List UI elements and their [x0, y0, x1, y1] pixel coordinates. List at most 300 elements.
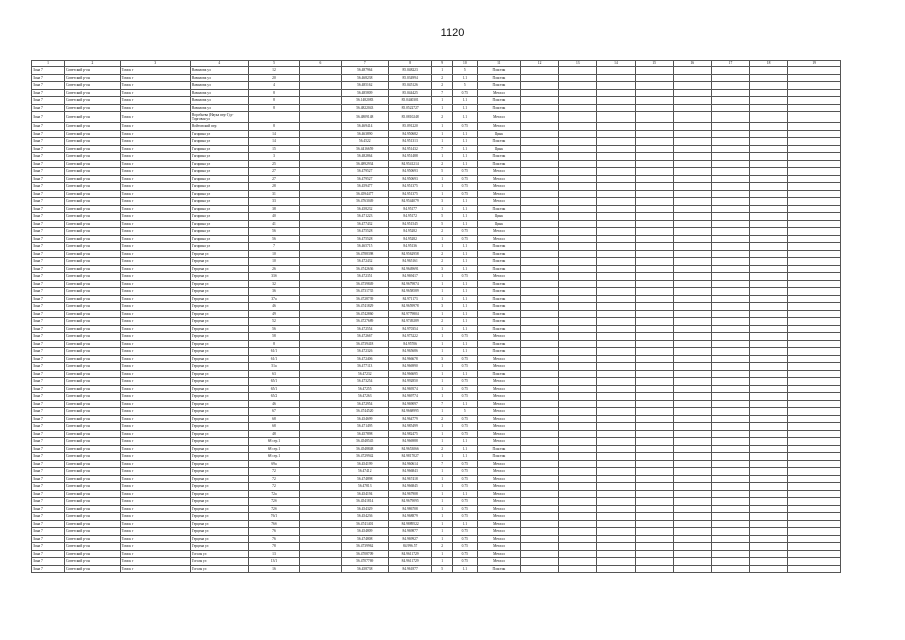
table-cell: Пластик — [477, 445, 520, 453]
table-cell — [788, 453, 841, 461]
table-cell: Советский р-он — [65, 243, 121, 251]
table-cell: 85.0522727 — [388, 104, 431, 112]
table-cell: Томск г — [120, 145, 190, 153]
table-cell — [521, 475, 559, 483]
table-cell: 56 — [248, 325, 300, 333]
table-cell: Вавилова ул — [190, 67, 248, 75]
table-cell — [300, 74, 341, 82]
table-cell: 84.9611729 — [388, 558, 431, 566]
table-cell — [559, 258, 597, 266]
table-cell: Томск г — [120, 265, 190, 273]
table-cell — [300, 430, 341, 438]
table-cell — [711, 445, 749, 453]
table-cell: Зона 7 — [32, 183, 65, 191]
table-cell — [673, 535, 711, 543]
table-cell: 56.472406 — [341, 355, 388, 363]
table-cell: 33б — [248, 273, 300, 281]
table-cell: 56.4522 — [341, 138, 388, 146]
table-cell: Томск г — [120, 153, 190, 161]
table-cell: 84.95136 — [388, 243, 431, 251]
table-cell — [750, 205, 788, 213]
table-cell: Цинк — [477, 213, 520, 221]
table-cell — [300, 445, 341, 453]
table-cell: 46 — [248, 303, 300, 311]
table-cell — [300, 235, 341, 243]
table-cell — [597, 565, 635, 573]
table-cell: Советский р-он — [65, 378, 121, 386]
table-cell: Советский р-он — [65, 318, 121, 326]
table-cell: Цинк — [477, 220, 520, 228]
table-cell: 84.951432 — [388, 145, 431, 153]
page-number: 1120 — [440, 27, 465, 39]
table-cell — [300, 175, 341, 183]
table-cell: 84.968879 — [388, 513, 431, 521]
table-cell — [597, 348, 635, 356]
table-cell: 56.474808 — [341, 535, 388, 543]
table-cell — [673, 220, 711, 228]
table-cell — [750, 288, 788, 296]
table-cell: Советский р-он — [65, 273, 121, 281]
table-cell — [788, 528, 841, 536]
table-cell: Томск г — [120, 543, 190, 551]
table-cell: Томск г — [120, 104, 190, 112]
table-cell — [673, 145, 711, 153]
table-cell — [597, 513, 635, 521]
table-cell: Пластик — [477, 370, 520, 378]
table-cell — [597, 535, 635, 543]
table-cell — [788, 295, 841, 303]
table-cell — [635, 520, 673, 528]
table-cell — [788, 190, 841, 198]
table-cell: 84.951313 — [388, 138, 431, 146]
table-cell: Пластик — [477, 160, 520, 168]
table-cell — [521, 67, 559, 75]
table-row — [32, 112, 841, 123]
table-cell — [788, 460, 841, 468]
table-cell: Металл — [477, 558, 520, 566]
table-cell — [673, 288, 711, 296]
table-cell: 56.465715 — [341, 243, 388, 251]
table-cell: 1 — [432, 138, 453, 146]
table-cell: Пластик — [477, 74, 520, 82]
table-cell: Зона 7 — [32, 483, 65, 491]
table-cell — [559, 333, 597, 341]
table-cell: 1.1 — [452, 310, 477, 318]
table-cell: 76б — [248, 520, 300, 528]
table-cell — [750, 74, 788, 82]
table-cell — [635, 123, 673, 131]
table-cell: Томск г — [120, 430, 190, 438]
table-cell — [750, 310, 788, 318]
table-cell: 72 — [248, 483, 300, 491]
table-cell: 84.9779804 — [388, 310, 431, 318]
table-cell — [673, 558, 711, 566]
table-cell — [300, 250, 341, 258]
table-cell: Герцена ул — [190, 438, 248, 446]
table-cell: Томск г — [120, 453, 190, 461]
table-cell — [750, 550, 788, 558]
table-cell: Зона 7 — [32, 550, 65, 558]
table-cell — [521, 325, 559, 333]
table-cell — [300, 220, 341, 228]
table-cell — [635, 498, 673, 506]
table-cell: 1 — [432, 393, 453, 401]
table-cell: 56.4548848 — [341, 445, 388, 453]
table-cell: 0.75 — [452, 123, 477, 131]
table-cell — [711, 220, 749, 228]
table-cell — [673, 250, 711, 258]
table-cell — [300, 97, 341, 105]
table-cell: Томск г — [120, 318, 190, 326]
table-cell — [711, 505, 749, 513]
header-cell: 12 — [521, 61, 559, 67]
table-cell — [597, 67, 635, 75]
table-cell: Пластик — [477, 565, 520, 573]
table-cell: 65/1 — [248, 385, 300, 393]
table-cell — [597, 303, 635, 311]
table-cell — [673, 325, 711, 333]
table-cell: Гагарина ул — [190, 228, 248, 236]
table-cell — [521, 205, 559, 213]
table-cell: 1.1 — [452, 348, 477, 356]
table-cell — [673, 295, 711, 303]
table-cell — [750, 498, 788, 506]
table-cell — [597, 445, 635, 453]
table-cell — [559, 393, 597, 401]
table-row — [32, 445, 841, 453]
table-cell: Томск г — [120, 112, 190, 123]
table-cell — [559, 97, 597, 105]
table-cell — [711, 74, 749, 82]
table-cell: Вавилова ул — [190, 104, 248, 112]
table-cell — [788, 74, 841, 82]
table-cell: 84.975222 — [388, 333, 431, 341]
table-row — [32, 82, 841, 90]
table-cell: Советский р-он — [65, 112, 121, 123]
table-cell — [711, 67, 749, 75]
table-cell: 0.75 — [452, 385, 477, 393]
table-cell: 20 — [248, 74, 300, 82]
table-cell: 84.967418 — [388, 475, 431, 483]
table-cell: 1.1 — [452, 340, 477, 348]
table-cell — [711, 355, 749, 363]
table-cell: 32 — [248, 280, 300, 288]
table-row — [32, 355, 841, 363]
table-row — [32, 220, 841, 228]
table-cell — [521, 400, 559, 408]
table-cell — [597, 153, 635, 161]
table-cell: Советский р-он — [65, 498, 121, 506]
table-cell — [559, 475, 597, 483]
table-cell — [521, 393, 559, 401]
table-cell: 56.4708709 — [341, 550, 388, 558]
table-cell — [300, 310, 341, 318]
table-cell — [711, 438, 749, 446]
table-cell — [750, 355, 788, 363]
table-cell — [711, 273, 749, 281]
table-cell: 2 — [432, 445, 453, 453]
table-cell: Зона 7 — [32, 498, 65, 506]
table-cell — [597, 295, 635, 303]
table-cell — [521, 370, 559, 378]
header-cell: 10 — [452, 61, 477, 67]
table-cell — [673, 228, 711, 236]
table-cell: Томск г — [120, 273, 190, 281]
table-cell — [711, 123, 749, 131]
table-cell: Томск г — [120, 378, 190, 386]
table-cell: Зона 7 — [32, 89, 65, 97]
table-cell — [788, 303, 841, 311]
table-cell — [788, 138, 841, 146]
table-cell — [521, 288, 559, 296]
table-cell — [788, 505, 841, 513]
table-cell: 1 — [432, 205, 453, 213]
table-row — [32, 104, 841, 112]
table-cell — [559, 153, 597, 161]
table-cell: 40 — [248, 213, 300, 221]
table-cell: 7 — [248, 243, 300, 251]
table-cell — [750, 213, 788, 221]
table-cell — [559, 123, 597, 131]
table-cell — [635, 130, 673, 138]
table-cell: 84.95172 — [388, 213, 431, 221]
table-cell — [300, 565, 341, 573]
table-cell: 84.9611729 — [388, 550, 431, 558]
table-cell: Томск г — [120, 175, 190, 183]
table-cell — [521, 97, 559, 105]
table-cell — [521, 558, 559, 566]
table-cell: Томск г — [120, 475, 190, 483]
table-cell: 56.469414 — [341, 123, 388, 131]
table-cell — [521, 303, 559, 311]
table-cell — [750, 445, 788, 453]
table-cell: Томск г — [120, 303, 190, 311]
table-cell: 46 — [248, 400, 300, 408]
table-cell: Герцена ул — [190, 303, 248, 311]
table-cell: Томск г — [120, 280, 190, 288]
table-cell: 56.454329 — [341, 505, 388, 513]
table-cell — [711, 104, 749, 112]
table-cell — [788, 483, 841, 491]
table-cell: Советский р-он — [65, 280, 121, 288]
table-cell: 56.477113 — [341, 363, 388, 371]
table-cell — [673, 370, 711, 378]
table-cell: Герцена ул — [190, 445, 248, 453]
table-cell: Томск г — [120, 393, 190, 401]
table-cell — [788, 513, 841, 521]
table-cell — [750, 528, 788, 536]
table-cell — [673, 310, 711, 318]
table-cell: Герцена ул — [190, 370, 248, 378]
table-cell — [788, 355, 841, 363]
table-row — [32, 370, 841, 378]
header-cell: 2 — [65, 61, 121, 67]
table-cell — [559, 228, 597, 236]
table-cell: Зона 7 — [32, 198, 65, 206]
table-cell: Герцена ул — [190, 333, 248, 341]
table-cell — [635, 445, 673, 453]
table-cell: Зона 7 — [32, 453, 65, 461]
table-cell — [635, 513, 673, 521]
table-cell — [750, 160, 788, 168]
table-cell: Томск г — [120, 333, 190, 341]
table-cell: Пластик — [477, 280, 520, 288]
table-cell: 84.964779 — [388, 415, 431, 423]
table-cell: 3 — [432, 355, 453, 363]
table-cell: Томск г — [120, 89, 190, 97]
table-cell: 56.454809 — [341, 528, 388, 536]
table-cell: Герцена ул — [190, 490, 248, 498]
table-cell: 56.479527 — [341, 168, 388, 176]
table-cell — [788, 145, 841, 153]
table-cell: 1.1 — [452, 258, 477, 266]
table-cell — [635, 325, 673, 333]
table-cell: Пластик — [477, 348, 520, 356]
table-cell: 0.75 — [452, 468, 477, 476]
table-cell — [635, 363, 673, 371]
table-row — [32, 550, 841, 558]
table-cell: Металл — [477, 430, 520, 438]
table-row — [32, 475, 841, 483]
table-cell — [300, 112, 341, 123]
table-row — [32, 280, 841, 288]
table-cell — [521, 228, 559, 236]
table-cell — [673, 318, 711, 326]
table-cell — [788, 378, 841, 386]
table-cell: Томск г — [120, 243, 190, 251]
table-cell — [673, 483, 711, 491]
table-cell: 0.75 — [452, 550, 477, 558]
table-cell: 56.4739418 — [341, 340, 388, 348]
table-cell: 1.1 — [452, 243, 477, 251]
table-cell: 84.961877 — [388, 565, 431, 573]
table-cell — [635, 543, 673, 551]
table-cell — [750, 430, 788, 438]
table-cell — [711, 213, 749, 221]
table-cell — [597, 400, 635, 408]
table-row — [32, 228, 841, 236]
table-cell: Зона 7 — [32, 475, 65, 483]
table-cell — [597, 475, 635, 483]
table-cell — [635, 408, 673, 416]
table-cell: 0.75 — [452, 168, 477, 176]
table-cell — [673, 475, 711, 483]
table-cell: 0.75 — [452, 475, 477, 483]
table-cell: 84.966695 — [388, 370, 431, 378]
table-cell — [711, 183, 749, 191]
table-row — [32, 490, 841, 498]
table-cell: Советский р-он — [65, 355, 121, 363]
table-cell: Гоголя ул — [190, 565, 248, 573]
table-cell: 1 — [432, 325, 453, 333]
table-cell — [750, 363, 788, 371]
table-cell — [597, 228, 635, 236]
table-row — [32, 558, 841, 566]
table-cell: Зона 7 — [32, 460, 65, 468]
table-row — [32, 288, 841, 296]
table-cell — [559, 565, 597, 573]
table-cell — [521, 513, 559, 521]
table-cell: Зона 7 — [32, 265, 65, 273]
table-cell — [788, 205, 841, 213]
table-cell — [750, 295, 788, 303]
table-cell: Советский р-он — [65, 550, 121, 558]
table-cell — [521, 160, 559, 168]
table-cell — [521, 460, 559, 468]
table-cell — [711, 265, 749, 273]
header-cell: 16 — [673, 61, 711, 67]
table-row — [32, 423, 841, 431]
table-cell: Зона 7 — [32, 445, 65, 453]
table-cell: 72 — [248, 475, 300, 483]
table-cell — [711, 430, 749, 438]
table-cell — [597, 123, 635, 131]
table-cell — [750, 543, 788, 551]
table-cell: 84.985499 — [388, 423, 431, 431]
table-cell — [711, 310, 749, 318]
table-cell: Зона 7 — [32, 363, 65, 371]
table-cell — [788, 445, 841, 453]
table-cell: Герцена ул — [190, 288, 248, 296]
table-cell: 84.9659978 — [388, 303, 431, 311]
table-cell — [673, 67, 711, 75]
table-cell — [635, 333, 673, 341]
table-row — [32, 168, 841, 176]
table-cell: 84.95282 — [388, 235, 431, 243]
table-cell — [711, 415, 749, 423]
table-cell: 36 — [248, 288, 300, 296]
table-cell — [635, 97, 673, 105]
table-cell — [521, 175, 559, 183]
table-cell — [750, 97, 788, 105]
table-cell — [711, 288, 749, 296]
table-cell: Гагарина ул — [190, 183, 248, 191]
table-cell: 14 — [248, 130, 300, 138]
table-cell: 0.75 — [452, 355, 477, 363]
table-cell: Советский р-он — [65, 250, 121, 258]
table-cell: Вавилова ул — [190, 89, 248, 97]
table-cell: Советский р-он — [65, 445, 121, 453]
table-cell — [635, 565, 673, 573]
table-cell — [750, 370, 788, 378]
table-cell — [711, 408, 749, 416]
table-cell — [300, 483, 341, 491]
table-cell — [788, 415, 841, 423]
table-cell — [300, 318, 341, 326]
table-cell: Герцена ул — [190, 310, 248, 318]
table-cell: 1.1 — [452, 198, 477, 206]
table-cell: Томск г — [120, 528, 190, 536]
table-cell — [597, 423, 635, 431]
table-cell: 84.970354 — [388, 325, 431, 333]
table-row — [32, 89, 841, 97]
table-cell — [597, 205, 635, 213]
table-cell: Зона 7 — [32, 558, 65, 566]
table-cell — [597, 408, 635, 416]
table-cell — [597, 520, 635, 528]
table-cell: Советский р-он — [65, 205, 121, 213]
table-cell — [559, 385, 597, 393]
table-cell — [300, 288, 341, 296]
table-cell — [300, 415, 341, 423]
table-cell: Советский р-он — [65, 438, 121, 446]
table-cell — [711, 97, 749, 105]
table-cell — [559, 190, 597, 198]
table-cell — [711, 145, 749, 153]
table-cell — [673, 153, 711, 161]
table-cell: 56.4742636 — [341, 265, 388, 273]
table-cell — [673, 528, 711, 536]
